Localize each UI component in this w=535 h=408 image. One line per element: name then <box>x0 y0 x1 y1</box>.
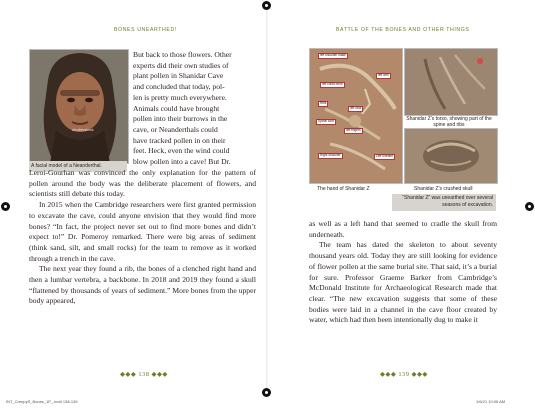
torso-caption: Shanidar Z’s torso, showing part of the spine and ribs <box>406 116 492 128</box>
wrap-line: Animals could have brought <box>133 103 220 113</box>
bone-label: left ulna <box>350 106 362 110</box>
wrap-line: experts did their own studies of <box>133 60 229 70</box>
paragraph: as well as a left hand that seemed to cradle the skull from underneath. <box>309 219 497 239</box>
registration-mark-bottom <box>262 388 271 397</box>
wrap-line: plant pollen in Shanidar Cave <box>133 71 224 81</box>
left-wrap-text <box>133 50 256 168</box>
folio-ornament: ◆◆◆ <box>149 371 168 378</box>
registration-mark-top <box>262 1 271 10</box>
folio-ornament: ◆◆◆ <box>380 371 399 378</box>
wrap-line: have tracked pollen in on their <box>133 135 226 145</box>
bone-label: Left forearm <box>376 154 394 158</box>
skull-photo <box>404 128 498 184</box>
wrap-line: pollen into their burrows in the <box>133 114 228 124</box>
bone-label: Right shoulder <box>320 153 341 157</box>
wrap-line: But back to those flowers. Other <box>133 50 232 59</box>
right-folio <box>380 370 428 378</box>
gutter <box>266 0 268 395</box>
bone-label: Ribs <box>320 101 327 105</box>
paragraph: The team has dated the skeleton to about seventy thousand years old. Today they are still looking for evidence of flower pollen at the same burial site. That said, it’s a burial for sure. Professor Graeme Barker from Cambridge’s McDonald Institute for Archaeological Research made that clear. “The new excavation suggests that some of these bodies were laid in a channel in the cave floor created by water, which had then been intentionally dug to make it <box>309 240 497 325</box>
hand-photo <box>309 48 403 184</box>
registration-mark-left <box>1 202 10 211</box>
bone-label: left collar bone <box>322 82 343 86</box>
bone-label: Spinal cord <box>318 119 334 123</box>
left-folio <box>120 370 168 378</box>
right-running-head: BATTLE OF THE BONES AND OTHER THINGS <box>336 27 470 33</box>
neanderthal-caption: A facial model of a Neanderthal. <box>29 161 127 172</box>
skeleton-bones-icon <box>310 49 402 183</box>
paragraph: The next year they found a rib, the bones of a clenched right hand and then a lumbar vertebra, a backbone. In 2018 and 2019 they found a skull “flattened by thousands of years of sediment.” More bones from the upper body appeared, <box>29 264 256 306</box>
wrap-line: feet. Heck, even the wind could <box>133 146 230 156</box>
left-running-head: BONES UNEARTHED! <box>114 27 177 33</box>
paragraph: In 2015 when the Cambridge researchers were first granted permission to excavate the cave, could anyone envision that they would find more bones? “In fact, the project never set out to find more bones and didn’t expect to!” Dr. Pomeroy remarked. There were big areas of sediment (think sand, silt, and small rocks) for the team to remove as it worked through a trench in the cave. <box>29 200 256 263</box>
neanderthal-face-icon <box>30 50 128 163</box>
bone-label: left fingers <box>346 128 361 132</box>
registration-mark-right <box>525 202 534 211</box>
slug-right: 1/6/21 10:06 AM <box>476 399 506 404</box>
bone-label: left shoulder blade <box>320 53 347 57</box>
bone-label: left arm <box>378 73 389 77</box>
paragraph: Leroi-Gourhan was convinced the only explanation for the pattern of pollen around the body was the deliberate placement of flowers, and scientists still debate this today. <box>29 168 256 199</box>
photo-watermark: shutterstock <box>72 127 94 132</box>
callout-box <box>392 194 496 211</box>
hand-caption: The hand of Shanidar Z <box>317 186 370 192</box>
neanderthal-photo <box>29 49 129 164</box>
left-page-number: 138 <box>138 371 150 378</box>
torso-photo <box>404 48 498 116</box>
right-body-text <box>309 219 497 326</box>
left-body-text <box>29 168 256 307</box>
wrap-line: blow pollen into a cave! But Dr. <box>133 157 231 167</box>
wrap-line: and concluded that today, pol- <box>133 82 225 92</box>
skull-icon <box>405 129 497 183</box>
torso-bones-icon <box>405 49 497 115</box>
folio-ornament: ◆◆◆ <box>120 371 139 378</box>
skull-caption: Shanidar Z’s crushed skull <box>414 186 473 192</box>
folio-ornament: ◆◆◆ <box>409 371 428 378</box>
right-page-number: 139 <box>398 371 410 378</box>
wrap-line: cave, or Neanderthals could <box>133 124 218 134</box>
wrap-line: len is pretty much everywhere. <box>133 92 227 102</box>
slug-left: INT_CreepyS_Bones_1P_.indd 138-139 <box>6 399 78 404</box>
callout-text: “Shanidar Z” was unearthed over several seasons of excavation. <box>402 195 493 208</box>
